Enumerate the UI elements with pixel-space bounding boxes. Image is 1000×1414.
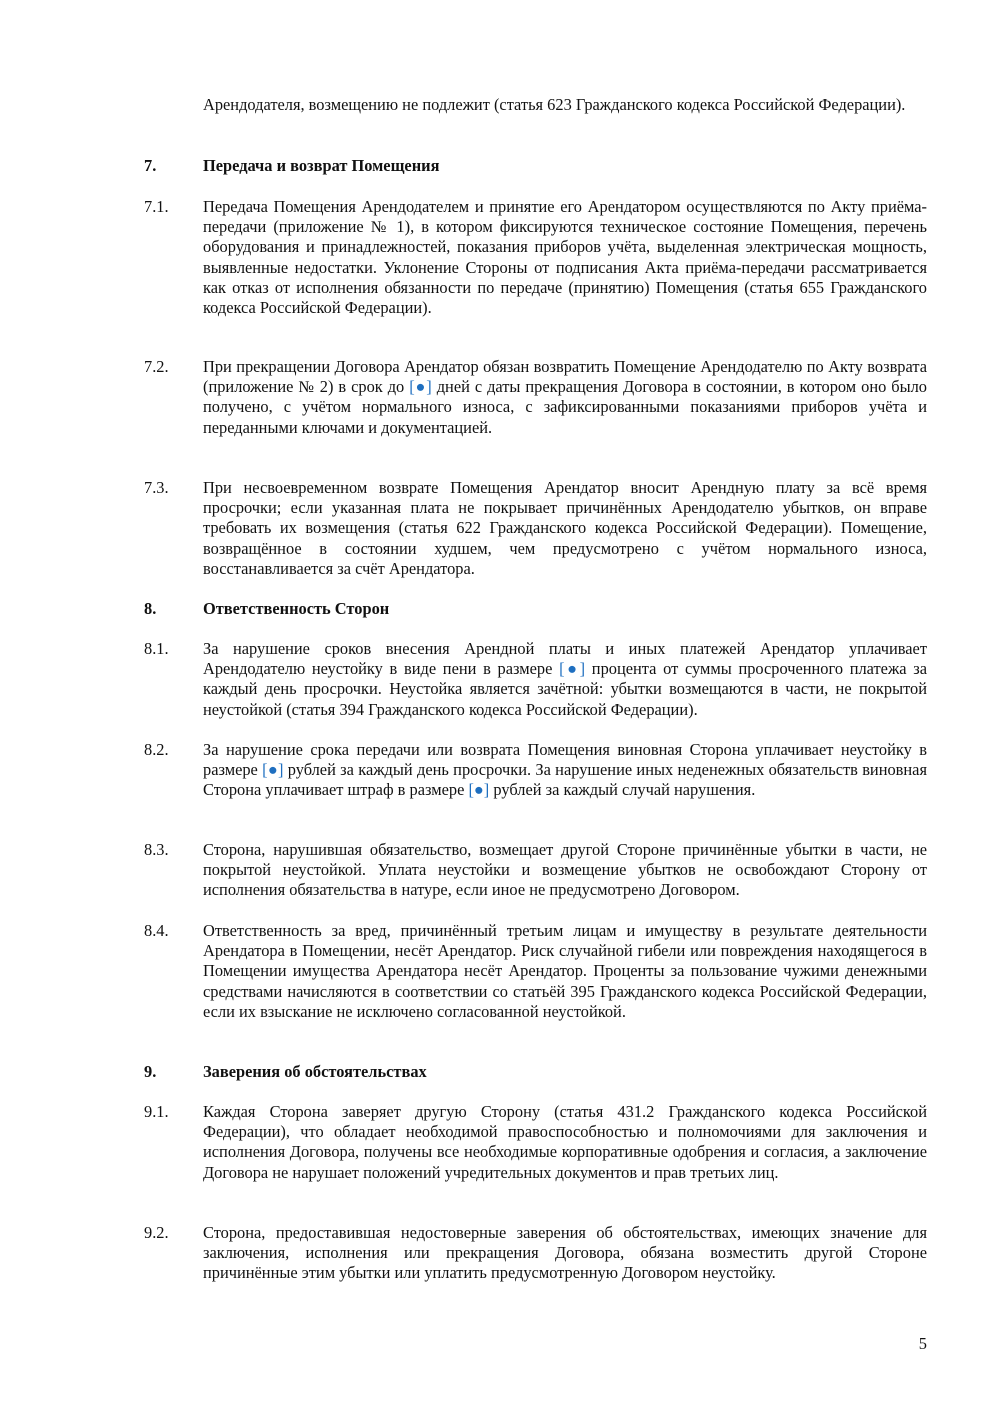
clause-text <box>203 639 927 720</box>
clause-number: 7.2. <box>144 357 169 376</box>
clause-text: Сторона, нарушившая обязательство, возмещает другой Стороне причинённые убытки в части, не покрытой неустойкой. Уплата неустойки и возмещение убытков не освобождают Сторону от исполнения обязательства в натуре, если иное не предусмотрено Договором. <box>203 840 927 900</box>
clause-7-3 <box>144 478 927 579</box>
clause-number: 9.2. <box>144 1223 169 1242</box>
clause-text-part: За нарушение срока передачи или возврата Помещения виновная Сторона уплачивает неустойку в размере <box>203 740 927 780</box>
clause-text <box>203 740 927 801</box>
placeholder-marker: [●] <box>559 659 586 679</box>
clause-number: 8.3. <box>144 840 169 859</box>
section-number: 7. <box>144 156 157 175</box>
clause-number: 8.2. <box>144 740 169 759</box>
clause-text: Передача Помещения Арендодателем и принятие его Арендатором осуществляются по Акту приёма-передачи (приложение № 1), в котором фиксируются техническое состояние Помещения, перечень оборудования и принадлежностей, показания приборов учёта, выделенная электрическая мощность, выявленные недостатки. Уклонение Стороны от подписания Акта приёма-передачи рассматривается как отказ от исполнения обязанности по передаче (принятию) Помещения (статья 655 Гражданского кодекса Российской Федерации). <box>203 197 927 318</box>
section-title: Заверения об обстоятельствах <box>203 1062 427 1081</box>
clause-8-3 <box>144 840 927 901</box>
clause-text-part: За нарушение сроков внесения Арендной платы и иных платежей Арендатор уплачивает Арендодателю неустойку в виде пени в размере <box>203 639 927 679</box>
clause-text-part: рублей за каждый день просрочки. За нарушение иных неденежных обязательств виновная Сторона уплачивает штраф в размере <box>203 760 927 800</box>
clause-text: Ответственность за вред, причинённый третьим лицам и имуществу в результате деятельности Арендатора в Помещении, несёт Арендатор. Риск случайной гибели или повреждения находящегося в Помещении имущества Арендатора несёт Арендатор. Проценты за пользование чужими денежными средствами начисляются в соответствии со статьёй 395 Гражданского кодекса Российской Федерации, если их взыскание не исключено согласованной неустойкой. <box>203 921 927 1021</box>
clause-8-4 <box>144 921 927 1022</box>
clause-9-2 <box>144 1223 927 1284</box>
section-title: Ответственность Сторон <box>203 599 390 618</box>
clause-text-part: дней с даты прекращения Договора в состоянии, в котором оно было получено, с учётом нормального износа, с зафиксированными показаниями приборов учёта и переданными ключами и документацией. <box>203 377 927 437</box>
clause-8-2 <box>144 740 927 801</box>
clause-text-part: При прекращении Договора Арендатор обязан возвратить Помещение Арендодателю по Акту возврата (приложение № 2) в срок до <box>203 357 927 397</box>
clause-text-part: рублей за каждый случай нарушения. <box>489 780 756 800</box>
clause-text: При несвоевременном возврате Помещения Арендатор вносит Арендную плату за всё время просрочки; если указанная плата не покрывает причинённых Арендодателю убытков, он вправе требовать их возмещения (статья 622 Гражданского кодекса Российской Федерации). Помещение, возвращённое в состоянии худшем, чем предусмотрено с учётом нормального износа, восстанавливается за счёт Арендатора. <box>203 478 927 578</box>
clause-number: 8.4. <box>144 921 169 940</box>
section-number: 8. <box>144 599 157 618</box>
section-title: Передача и возврат Помещения <box>203 156 440 175</box>
section-8-heading <box>144 599 927 619</box>
clause-8-1 <box>144 639 927 720</box>
section-9-heading <box>144 1062 927 1082</box>
clause-7-1 <box>144 197 927 318</box>
intro-text: Арендодателя, возмещению не подлежит (статья 623 Гражданского кодекса Российской Федерации). <box>203 95 906 114</box>
section-7-heading <box>144 156 927 176</box>
clause-number: 7.3. <box>144 478 169 497</box>
clause-text-part: процента от суммы просроченного платежа за каждый день просрочки. Неустойка является зачётной: убытки возмещаются в части, не покрытой неустойкой (статья 394 Гражданского кодекса Российской Федерации). <box>203 659 928 719</box>
clause-7-2 <box>144 357 927 438</box>
clause-text <box>203 357 927 438</box>
clause-9-1 <box>144 1102 927 1183</box>
placeholder-marker: [●] <box>262 760 284 780</box>
clause-text: Каждая Сторона заверяет другую Сторону (статья 431.2 Гражданского кодекса Российской Федерации), что обладает необходимой правоспособностью и полномочиями для заключения и исполнения Договора, получены все необходимые корпоративные одобрения и согласия, а заключение Договора не нарушает положений учредительных документов и прав третьих лиц. <box>203 1102 927 1182</box>
intro-paragraph <box>144 95 927 115</box>
section-number: 9. <box>144 1062 157 1081</box>
clause-text: Сторона, предоставившая недостоверные заверения об обстоятельствах, имеющих значение для заключения, исполнения или прекращения Договора, обязана возместить другой Стороне причинённые этим убытки или уплатить предусмотренную Договором неустойку. <box>203 1223 927 1283</box>
placeholder-marker: [●] <box>409 377 432 397</box>
placeholder-marker: [●] <box>468 780 490 800</box>
page-number: 5 <box>918 1334 927 1353</box>
clause-number: 7.1. <box>144 197 169 216</box>
clause-number: 9.1. <box>144 1102 169 1121</box>
clause-number: 8.1. <box>144 639 169 658</box>
